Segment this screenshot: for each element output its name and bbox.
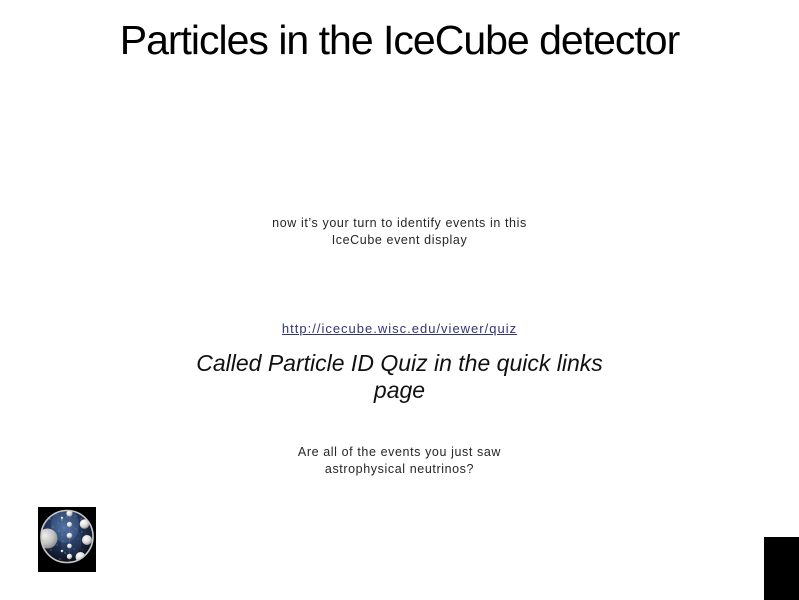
icecube-logo [38,507,96,572]
intro-line-2: IceCube event display [331,233,468,247]
quiz-link-row [0,320,799,337]
slide-title: Particles in the IceCube detector [119,17,680,63]
callout-line-1: Called Particle ID Quiz in the quick links [196,350,603,376]
question-line-1: Are all of the events you just saw [297,445,502,459]
question-line-2: astrophysical neutrinos? [324,462,475,476]
icecube-logo-image [38,507,96,572]
callout-line-2: page [373,377,426,403]
intro-line-1: now it’s your turn to identify events in this [272,216,527,230]
callout-text [0,350,799,404]
question-text [0,444,799,478]
intro-text [0,215,799,249]
black-corner-block [764,537,799,600]
quiz-link[interactable]: http://icecube.wisc.edu/viewer/quiz [281,321,518,336]
